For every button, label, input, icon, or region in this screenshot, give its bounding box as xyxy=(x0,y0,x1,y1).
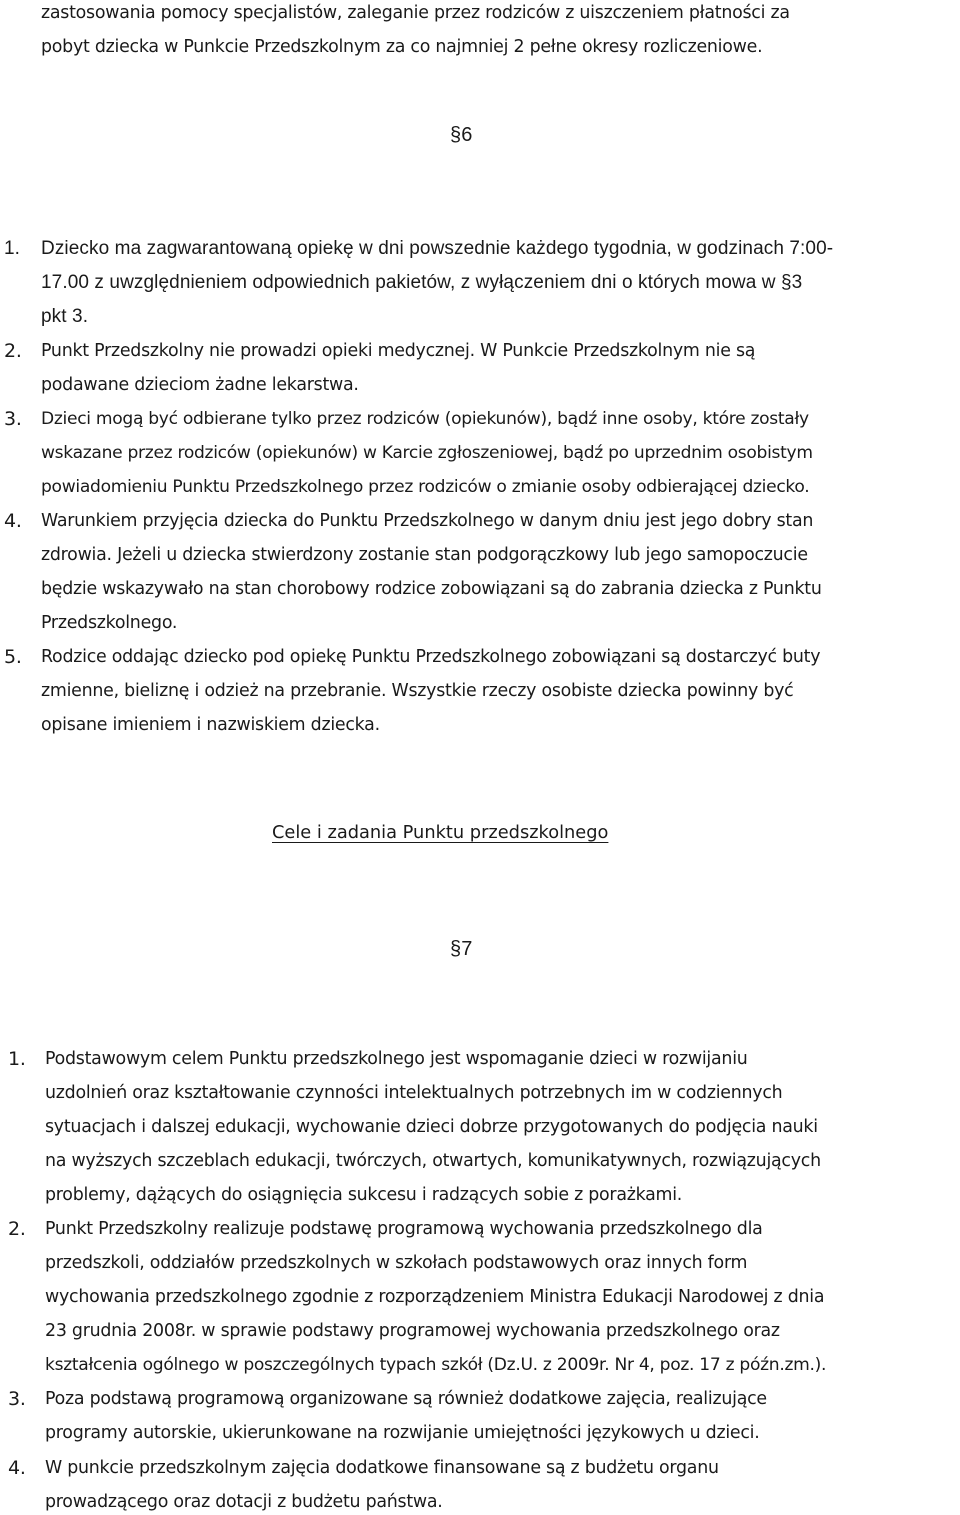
text-line: uzdolnień oraz kształtowanie czynności intelektualnych potrzebnych im w codziennych xyxy=(45,1083,783,1103)
text-line: Poza podstawą programową organizowane są również dodatkowe zajęcia, realizujące xyxy=(45,1389,767,1409)
list-number: 1. xyxy=(8,1048,26,1070)
text-line: pkt 3. xyxy=(41,306,89,327)
text-line: kształcenia ogólnego w poszczególnych typach szkół (Dz.U. z 2009r. Nr 4, poz. 17 z późn.zm.). xyxy=(45,1355,827,1375)
text-line: Przedszkolnego. xyxy=(41,613,178,633)
text-line: na wyższych szczeblach edukacji, twórczych, otwartych, komunikatywnych, rozwiązujących xyxy=(45,1151,821,1171)
text-line: Podstawowym celem Punktu przedszkolnego jest wspomaganie dzieci w rozwijaniu xyxy=(45,1049,748,1069)
text-line: wychowania przedszkolnego zgodnie z rozporządzeniem Ministra Edukacji Narodowej z dnia xyxy=(45,1287,825,1307)
list-number: 3. xyxy=(8,1388,26,1410)
text-line: W punkcie przedszkolnym zajęcia dodatkowe finansowane są z budżetu organu xyxy=(45,1458,719,1478)
text-line: Dzieci mogą być odbierane tylko przez rodziców (opiekunów), bądź inne osoby, które zostały xyxy=(41,409,809,429)
text-line: będzie wskazywało na stan chorobowy rodzice zobowiązani są do zabrania dziecka z Punktu xyxy=(41,579,822,599)
list-number: 4. xyxy=(4,510,22,532)
list-number: 4. xyxy=(8,1457,26,1479)
text-line: powiadomieniu Punktu Przedszkolnego przez rodziców o zmianie osoby odbierającej dziecko. xyxy=(41,477,810,497)
section-heading: Cele i zadania Punktu przedszkolnego xyxy=(272,822,609,843)
text-line: zmienne, bieliznę i odzież na przebranie. Wszystkie rzeczy osobiste dziecka powinny być xyxy=(41,681,794,701)
text-line: sytuacjach i dalszej edukacji, wychowanie dzieci dobrze przygotowanych do podjęcia nauki xyxy=(45,1117,818,1137)
section-symbol: §7 xyxy=(450,938,473,960)
section-symbol: §6 xyxy=(450,124,473,146)
text-line: przedszkoli, oddziałów przedszkolnych w szkołach podstawowych oraz innych form xyxy=(45,1253,748,1273)
text-line: opisane imieniem i nazwiskiem dziecka. xyxy=(41,715,380,735)
text-line: wskazane przez rodziców (opiekunów) w Karcie zgłoszeniowej, bądź po uprzednim osobistym xyxy=(41,443,813,463)
list-number: 1. xyxy=(4,238,21,259)
text-line: programy autorskie, ukierunkowane na rozwijanie umiejętności językowych u dzieci. xyxy=(45,1423,760,1443)
list-number: 2. xyxy=(8,1218,26,1240)
text-line: problemy, dążących do osiągnięcia sukcesu i radzących sobie z porażkami. xyxy=(45,1185,683,1205)
text-line: Rodzice oddając dziecko pod opiekę Punktu Przedszkolnego zobowiązani są dostarczyć buty xyxy=(41,647,821,667)
list-number: 5. xyxy=(4,646,22,668)
text-line: Warunkiem przyjęcia dziecka do Punktu Przedszkolnego w danym dniu jest jego dobry stan xyxy=(41,511,814,531)
text-line: zastosowania pomocy specjalistów, zaleganie przez rodziców z uiszczeniem płatności za xyxy=(41,3,790,23)
list-number: 3. xyxy=(4,408,22,430)
text-line: 23 grudnia 2008r. w sprawie podstawy programowej wychowania przedszkolnego oraz xyxy=(45,1321,780,1341)
text-line: Punkt Przedszkolny realizuje podstawę programową wychowania przedszkolnego dla xyxy=(45,1219,763,1239)
text-line: 17.00 z uwzględnieniem odpowiednich pakietów, z wyłączeniem dni o których mowa w §3 xyxy=(41,272,803,293)
text-line: zdrowia. Jeżeli u dziecka stwierdzony zostanie stan podgorączkowy lub jego samopoczucie xyxy=(41,545,808,565)
text-line: prowadzącego oraz dotacji z budżetu państwa. xyxy=(45,1492,443,1512)
text-line: Punkt Przedszkolny nie prowadzi opieki medycznej. W Punkcie Przedszkolnym nie są xyxy=(41,341,756,361)
text-line: pobyt dziecka w Punkcie Przedszkolnym za co najmniej 2 pełne okresy rozliczeniowe. xyxy=(41,37,763,57)
list-number: 2. xyxy=(4,340,22,362)
text-line: Dziecko ma zagwarantowaną opiekę w dni powszednie każdego tygodnia, w godzinach 7:00- xyxy=(41,238,834,259)
text-line: podawane dzieciom żadne lekarstwa. xyxy=(41,375,359,395)
